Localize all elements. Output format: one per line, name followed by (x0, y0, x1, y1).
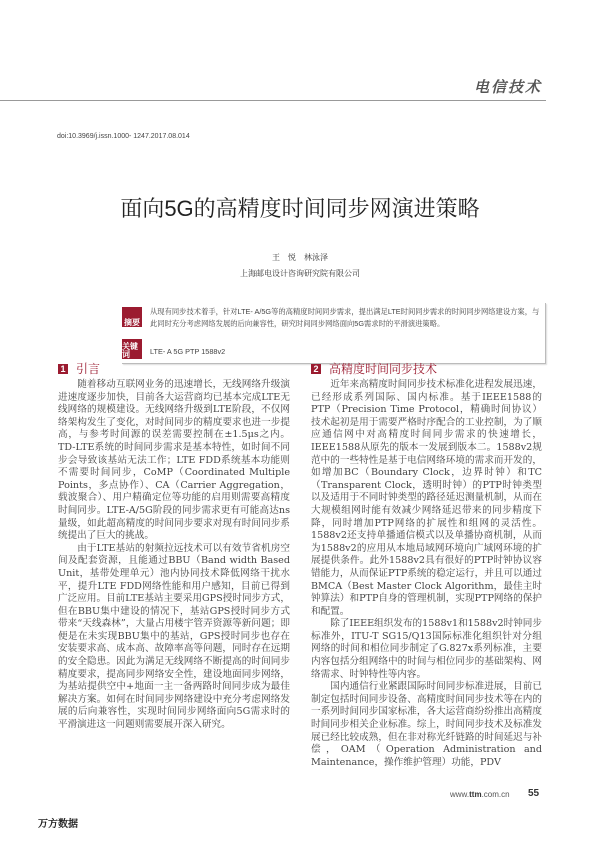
section-heading (311, 362, 542, 376)
section-number: 1 (58, 364, 68, 374)
paragraph: 近年来高精度时间同步技术标准化进程发展迅速，已经形成系列国际、国内标准。基于IEEE1588的PTP（Precision Time Protocol，精确时间协议）技术起初是用于需要严格时序配合的工业控制，为了顺应通信网中对高精度时间同步需求的快速增长，IEEE1588从原先的版本一发展到版本二。1588v2规范中的一些特性是基于电信网络环境的需求而开发的，如增加BC（Boundary Clock，边界时钟）和TC（Transparent Clock，透明时钟）的PTP时钟类型以及适用于不同时钟类型的路径延迟测量机制，从而在大规模组网时能有效减少网络延迟带来的同步精度下降，同时增加PTP网络的扩展性和组网的灵活性。1588v2还支持单播通信模式以及单播协商机制，从而为1588v2的应用从本地局域网环境向广域网环境的扩展提供条件。此外1588v2具有很好的PTP时钟协议容错能力，从而保证PTP系统的稳定运行，并且可以通过BMCA（Best Master Clock Algorithm，最佳主时钟算法）和PTP自身的管理机制，实现PTP网络的保护和配置。 (311, 379, 542, 617)
keywords-text: LTE- A 5G PTP 1588v2 (150, 347, 226, 356)
abstract-box (122, 303, 546, 364)
paragraph: 由于LTE基站的射频拉远技术可以有效节省机房空间及配套资源，且能通过BBU（Band width Based Unit，基带处理单元）池内协同技术降低网络干扰水平，提升LTE FDD网络性能和用户感知，目前已得到广泛应用。目前LTE基站主要采用GPS授时同步方式，但在BBU集中建设的情况下，基站GPS授时同步方式带来“天线森林”，大量占用楼宇管弄资源等新问题；即便是在未实现BBU集中的基站，GPS授时同步也存在安装要求高、成本高、故障率高等问题，同时存在远期的安全隐患。因此为满足无线网络不断提高的时间同步精度要求，提高同步网络安全性，建设地面同步网络，为基站提供空中+地面一主一备两路时间同步成为最佳解决方案。如何在时间同步网络建设中充分考虑网络发展的后向兼容性，实现时间同步网络面向5G需求时的平滑演进这一问题则需要展开深入研究。 (58, 542, 290, 731)
header-rule (0, 100, 546, 101)
section-title: 引言 (76, 362, 101, 376)
doi: doi:10.3969/j.issn.1000- 1247.2017.08.014 (57, 133, 190, 140)
abstract-label: 摘要 (122, 307, 142, 327)
website (450, 790, 510, 799)
authors: 王 悦 林泳泽 (272, 253, 328, 262)
section-heading (58, 362, 290, 376)
section-tech (311, 362, 542, 769)
paper-title: 面向5G的高精度时间同步网演进策略 (120, 196, 480, 221)
watermark: 万方数据 (38, 819, 78, 830)
journal-name: 电信技术 (473, 78, 542, 96)
site-prefix: www. (450, 790, 470, 799)
site-bold: ttm (469, 790, 482, 799)
paragraph: 国内通信行业紧跟国际时间同步标准进展，目前已制定包括时间同步设备、高精度时间同步技术等在内的一系列时间同步国家标准，各大运营商纷纷推出高精度时间同步相关企业标准。综上，时间同步技术及标准发展已经比较成熟，但在非对称光纤链路的时间延迟与补偿，OAM（Operation Administration and Maintenance，操作维护管理）功能，PDV (311, 681, 542, 768)
paragraph: 除了IEEE组织发布的1588v1和1588v2时钟同步标准外，ITU-T SG15/Q13国际标准化组织针对分组网络的时间和相位同步制定了G.827x系列标准，主要内容包括分组网络中的时间与相位同步的基础架构、网络需求、时钟特性等内容。 (311, 618, 542, 680)
page-number: 55 (528, 788, 540, 799)
section-number: 2 (311, 364, 321, 374)
affiliation: 上海邮电设计咨询研究院有限公司 (240, 269, 360, 278)
section-intro (58, 362, 290, 732)
keywords-label: 关键词 (122, 339, 142, 359)
site-suffix: .com.cn (481, 790, 510, 799)
paragraph: 随着移动互联网业务的迅速增长，无线网络升级演进速度逐步加快，目前各大运营商均已基本完成LTE无线网络的规模建设。无线网络升级到LTE阶段，不仅网络架构发生了变化，对时间同步的精度要求也进一步提高，与参考时间源的误差需要控制在±1.5μs之内。TD-LTE系统的时间同步需求是基本特性，如时间不同步会导致该基站无法工作；LTE FDD系统基本功能则不需要时间同步，CoMP（Coordinated Multiple Points，多点协作）、CA（Carrier Aggregation，载波聚合）、用户精确定位等功能的启用则需要高精度时间同步。LTE-A/5G阶段的同步需求更有可能高达ns量级，如此超高精度的时间同步要求对现有时间同步系统提出了巨大的挑战。 (58, 379, 290, 542)
abstract-text: 从现有同步技术着手，针对LTE- A/5G等的高精度时间同步需求，提出满足LTE时间同步需求的时间同步网络建设方案，与此同时充分考虑网络发展的后向兼容性，研究时间同步网络面向5G需求时的平滑演进策略。 (150, 307, 540, 328)
section-title: 高精度时间同步技术 (329, 362, 438, 376)
